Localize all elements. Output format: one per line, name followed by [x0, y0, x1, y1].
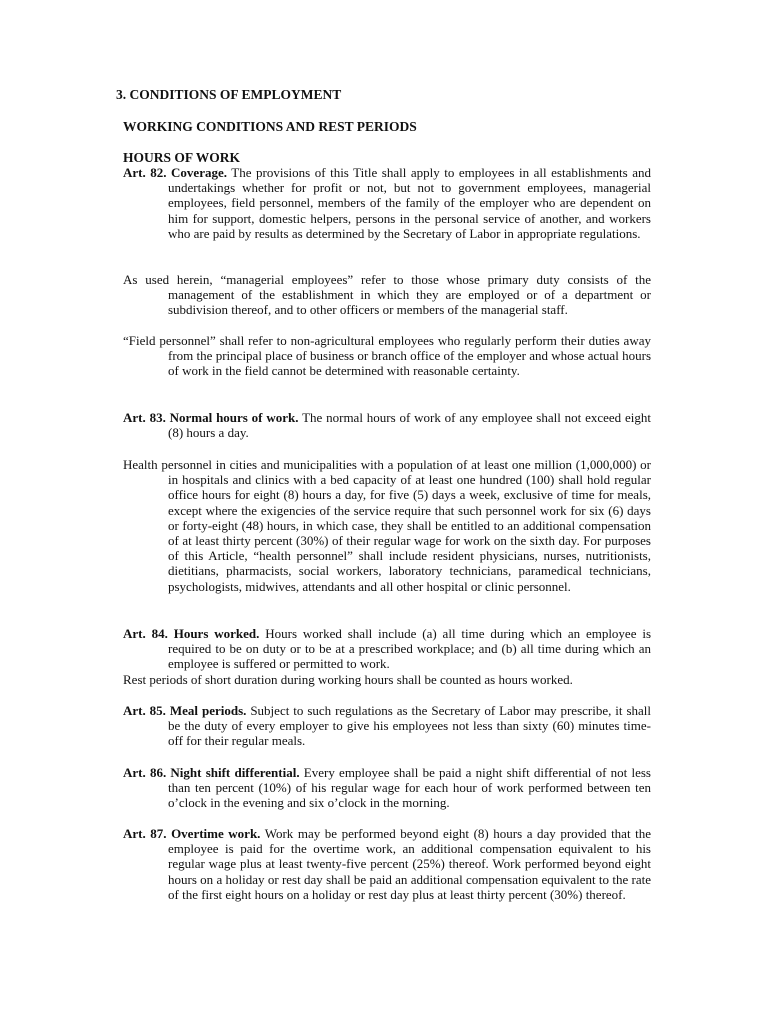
managerial-employees-text: As used herein, “managerial employees” refer to those whose primary duty consists of the management of the establishment in which they are employed or of a department or subdivision thereof, and to other officers or members of the managerial staff. — [123, 272, 651, 318]
article-82-paragraph — [123, 165, 651, 241]
managerial-employees-paragraph — [123, 272, 651, 318]
rest-periods-paragraph — [123, 672, 651, 687]
article-85-text: Subject to such regulations as the Secretary of Labor may prescribe, it shall be the duty of every employer to give his employees not less than sixty (60) minutes time-off for their regular meals. — [168, 703, 652, 749]
article-83-text: The normal hours of work of any employee shall not exceed eight (8) hours a day. — [168, 410, 652, 441]
section-title: 3. CONDITIONS OF EMPLOYMENT — [116, 87, 342, 102]
article-82-text: The provisions of this Title shall apply to employees in all establishments and undertakings whether for profit or not, but not to government employees, managerial employees, field personnel, members of the family of the employer who are dependent on him for support, domestic helpers, persons in the personal service of another, and workers who are paid by results as determined by the Secretary of Labor in appropriate regulations. — [168, 165, 651, 241]
field-personnel-text: “Field personnel” shall refer to non-agricultural employees who regularly perform their duties away from the principal place of business or branch office of the employer and whose actual hours of work in the field cannot be determined with reasonable certainty. — [123, 333, 651, 379]
rest-periods-text: Rest periods of short duration during working hours shall be counted as hours worked. — [123, 672, 573, 687]
health-personnel-text: Health personnel in cities and municipalities with a population of at least one million (1,000,000) or in hospitals and clinics with a bed capacity of at least one hundred (100) shall hold regular office hours for eight (8) hours a day, for five (5) days a week, exclusive of time for meals, except where the exigencies of the service require that such personnel work for six (6) days or forty-eight (48) hours, in which case, they shall be entitled to an additional compensation of at least thirty percent (30%) of their regular wage for work on the sixth day. For purposes of this Article, “health personnel” shall include resident physicians, nurses, nutritionists, dietitians, pharmacists, social workers, laboratory technicians, paramedical technicians, psychologists, midwives, attendants and all other hospital or clinic personnel. — [123, 457, 651, 594]
article-84-text: Hours worked shall include (a) all time during which an employee is required to be on duty or to be at a prescribed workplace; and (b) all time during which an employee is suffered or permitted to work. — [168, 626, 652, 672]
article-83-paragraph — [123, 410, 651, 440]
article-84-paragraph — [123, 626, 651, 672]
article-85-paragraph — [123, 703, 651, 749]
part-title: HOURS OF WORK — [123, 150, 241, 165]
article-87-text: Work may be performed beyond eight (8) hours a day provided that the employee is paid for the overtime work, an additional compensation equivalent to his regular wage plus at least twenty-five percent (25%) thereof. Work performed beyond eight hours on a holiday or rest day shall be paid an additional compensation equivalent to the rate of the first eight hours on a holiday or rest day plus at least thirty percent (30%) thereof. — [168, 826, 651, 902]
health-personnel-paragraph — [123, 457, 651, 594]
article-86-label: Art. 86. Night shift differential. — [123, 765, 300, 780]
article-86-text: Every employee shall be paid a night shift differential of not less than ten percent (10%) of his regular wage for each hour of work performed between ten o’clock in the evening and six o’clock in the morning. — [168, 765, 651, 811]
article-87-label: Art. 87. Overtime work. — [123, 826, 261, 841]
article-82-label: Art. 82. Coverage. — [123, 165, 227, 180]
field-personnel-paragraph — [123, 333, 651, 379]
article-83-label: Art. 83. Normal hours of work. — [123, 410, 299, 425]
article-86-paragraph — [123, 765, 651, 811]
article-87-paragraph — [123, 826, 651, 902]
subsection-title: WORKING CONDITIONS AND REST PERIODS — [123, 119, 417, 134]
article-84-label: Art. 84. Hours worked. — [123, 626, 260, 641]
article-85-label: Art. 85. Meal periods. — [123, 703, 247, 718]
